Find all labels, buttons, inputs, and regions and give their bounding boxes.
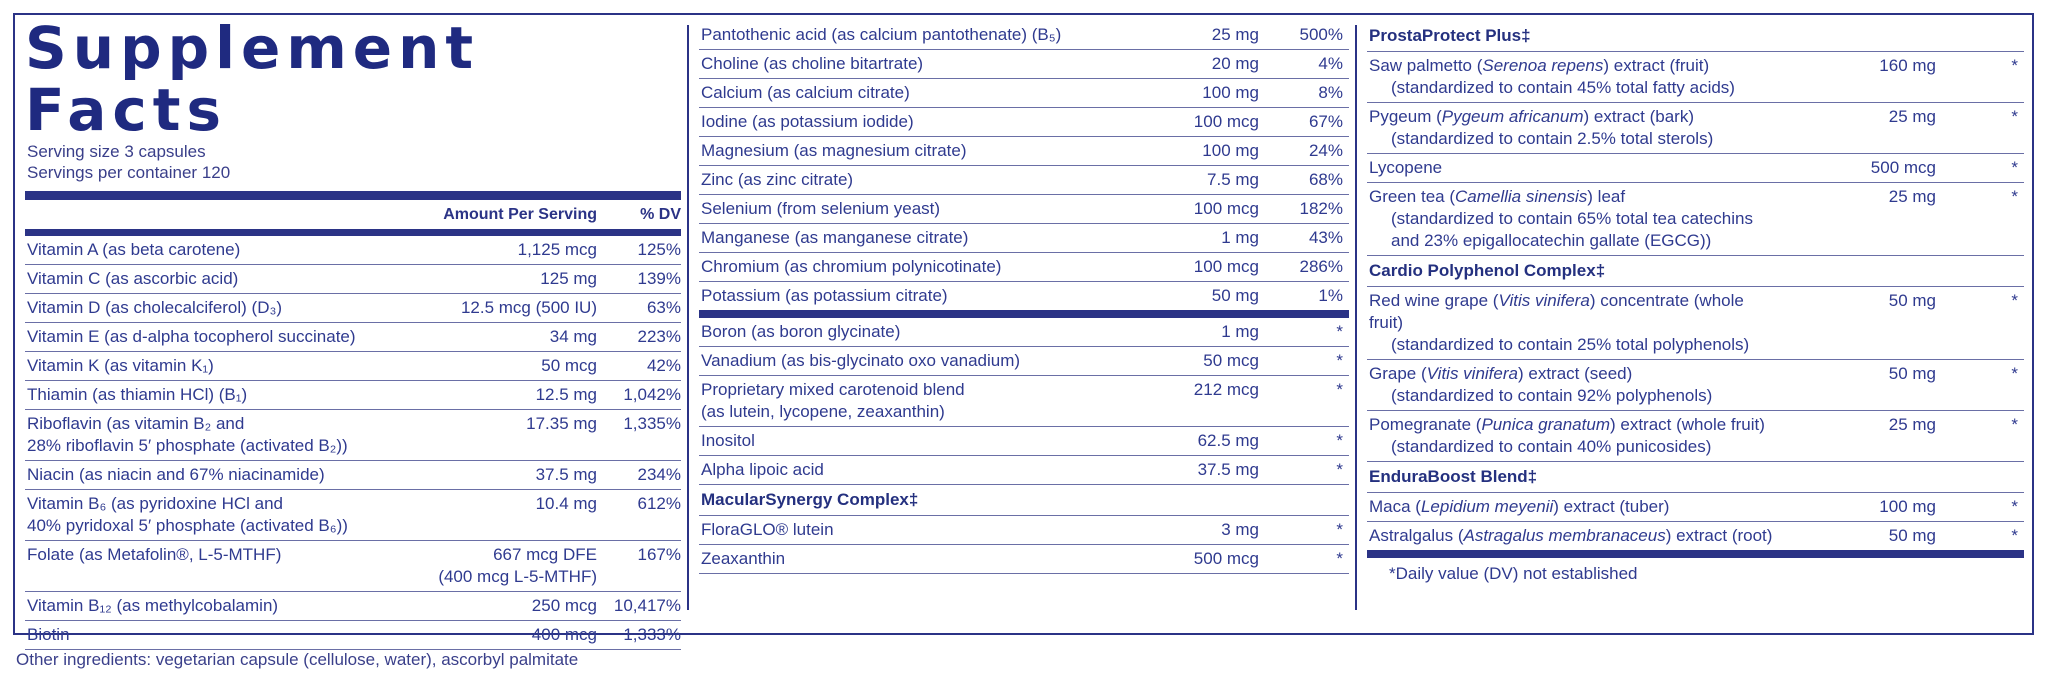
nutrient-row: Calcium (as calcium citrate) 100 mg 8%: [699, 79, 1349, 108]
nutrient-row: Pantothenic acid (as calcium pantothenate) (B₅) 25 mg 500%: [699, 21, 1349, 50]
ingredient-row: Vanadium (as bis-glycinato oxo vanadium) 50 mcg *: [699, 347, 1349, 376]
column-header: [25, 200, 681, 229]
thick-divider: [25, 191, 681, 200]
nutrient-row: Iodine (as potassium iodide) 100 mcg 67%: [699, 108, 1349, 137]
nutrient-row: Zinc (as zinc citrate) 7.5 mg 68%: [699, 166, 1349, 195]
column-divider: [687, 25, 689, 610]
serving-size: Serving size 3 capsules: [27, 142, 206, 161]
nutrient-row: Vitamin D (as cholecalciferol) (D₃) 12.5 mcg (500 IU) 63%: [25, 294, 681, 323]
nutrient-row: Manganese (as manganese citrate) 1 mg 43%: [699, 224, 1349, 253]
ingredient-row: Pomegranate (Punica granatum) extract (whole fruit) (standardized to contain 40% punicosides) 25 mg *: [1367, 411, 2024, 462]
column-1: [25, 15, 681, 650]
ingredient-row: Maca (Lepidium meyenii) extract (tuber) 100 mg *: [1367, 493, 2024, 522]
blend-header-endura: EnduraBoost Blend‡: [1367, 462, 2024, 493]
blend-header-prosta: ProstaProtect Plus‡: [1367, 21, 2024, 52]
ingredient-row: Saw palmetto (Serenoa repens) extract (fruit) (standardized to contain 45% total fatty acids) 160 mg *: [1367, 52, 2024, 103]
nutrient-row: Riboflavin (as vitamin B₂ and 28% riboflavin 5′ phosphate (activated B₂)) 17.35 mg 1,335%: [25, 410, 681, 461]
nutrient-row: Choline (as choline bitartrate) 20 mg 4%: [699, 50, 1349, 79]
panel-title: Supplement Facts: [25, 14, 480, 144]
blend-header-cardio: Cardio Polyphenol Complex‡: [1367, 256, 2024, 287]
ingredient-row: FloraGLO® lutein 3 mg *: [699, 516, 1349, 545]
nutrient-row: Vitamin B₁₂ (as methylcobalamin) 250 mcg 10,417%: [25, 592, 681, 621]
ingredient-row: Proprietary mixed carotenoid blend (as lutein, lycopene, zeaxanthin) 212 mcg *: [699, 376, 1349, 427]
nutrient-row: Vitamin E (as d-alpha tocopherol succinate) 34 mg 223%: [25, 323, 681, 352]
nutrient-row: Potassium (as potassium citrate) 50 mg 1%: [701, 286, 1343, 305]
dv-header: % DV: [640, 205, 681, 223]
ingredient-row: Boron (as boron glycinate) 1 mg *: [699, 318, 1349, 347]
ingredient-row: Lycopene 500 mcg *: [1367, 154, 2024, 183]
nutrient-row: Vitamin A (as beta carotene) 1,125 mcg 125%: [25, 236, 681, 265]
dv-footnote: *Daily value (DV) not established: [1389, 564, 1638, 583]
nutrient-row: Biotin 400 mcg 1,333%: [25, 621, 681, 650]
ingredient-row: Pygeum (Pygeum africanum) extract (bark) (standardized to contain 2.5% total sterols) 25 mg *: [1367, 103, 2024, 154]
nutrient-row: Vitamin B₆ (as pyridoxine HCl and 40% pyridoxal 5′ phosphate (activated B₆)) 10.4 mg 612%: [25, 490, 681, 541]
nutrient-row: Magnesium (as magnesium citrate) 100 mg 24%: [699, 137, 1349, 166]
ingredient-row: Red wine grape (Vitis vinifera) concentrate (whole fruit) (standardized to contain 25% total polyphenols) 50 mg *: [1367, 287, 2024, 360]
column-divider: [1355, 25, 1357, 610]
nutrient-row: Niacin (as niacin and 67% niacinamide) 37.5 mg 234%: [25, 461, 681, 490]
other-ingredients: Other ingredients: vegetarian capsule (cellulose, water), ascorbyl palmitate: [16, 650, 579, 669]
nutrient-row: Selenium (from selenium yeast) 100 mcg 182%: [699, 195, 1349, 224]
ingredient-row: Green tea (Camellia sinensis) leaf (standardized to contain 65% total tea catechins and 23% epigallocatechin gallate (EGCG)) 25 mg *: [1367, 183, 2024, 256]
servings-per-container: Servings per container 120: [27, 163, 231, 182]
supplement-facts-panel: [13, 13, 2034, 644]
nutrient-row: Chromium (as chromium polynicotinate) 100 mcg 286%: [699, 253, 1349, 282]
nutrient-row: Thiamin (as thiamin HCl) (B₁) 12.5 mg 1,042%: [25, 381, 681, 410]
ingredient-row: Astralgalus (Astragalus membranaceus) extract (root) 50 mg *: [1369, 526, 2018, 545]
ingredient-row: Grape (Vitis vinifera) extract (seed) (standardized to contain 92% polyphenols) 50 mg *: [1367, 360, 2024, 411]
column-2: [699, 21, 1349, 574]
column-3: [1367, 21, 2024, 584]
thick-divider: [25, 229, 681, 236]
blend-header-macular: MacularSynergy Complex‡: [699, 485, 1349, 516]
amount-header: Amount Per Serving: [443, 205, 597, 223]
nutrient-row: Folate (as Metafolin®, L-5-MTHF) 667 mcg DFE (400 mcg L-5-MTHF) 167%: [25, 541, 681, 592]
nutrient-row: Vitamin K (as vitamin K₁) 50 mcg 42%: [25, 352, 681, 381]
thick-divider: [1367, 550, 2024, 558]
nutrient-row: Vitamin C (as ascorbic acid) 125 mg 139%: [25, 265, 681, 294]
thick-divider: [699, 310, 1349, 318]
ingredient-row: Zeaxanthin 500 mcg *: [699, 545, 1349, 574]
ingredient-row: Inositol 62.5 mg *: [699, 427, 1349, 456]
ingredient-row: Alpha lipoic acid 37.5 mg *: [699, 456, 1349, 485]
